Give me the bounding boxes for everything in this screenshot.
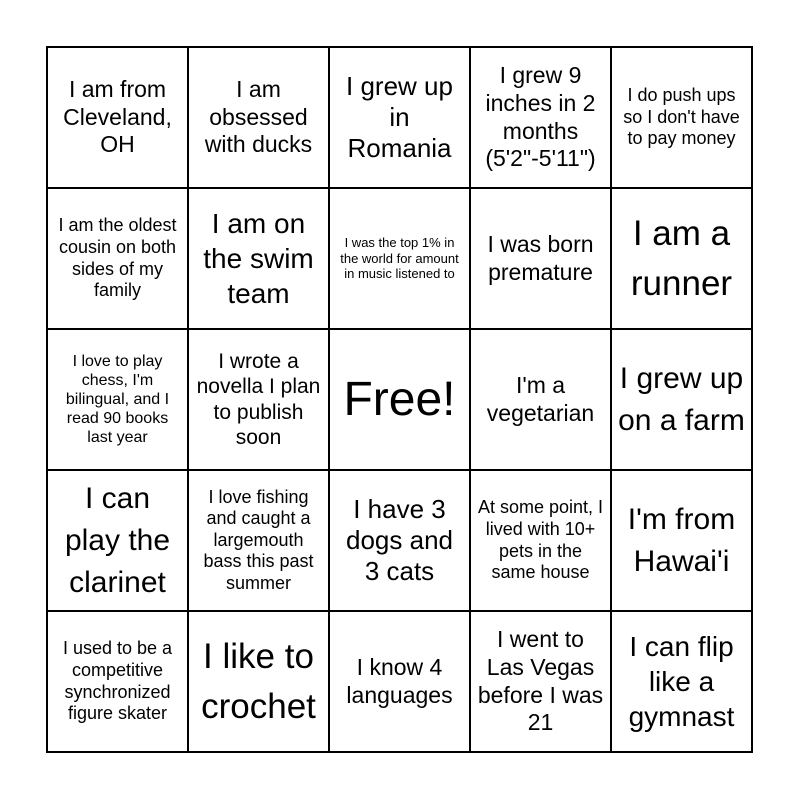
bingo-square[interactable]: I am the oldest cousin on both sides of my family	[47, 188, 188, 329]
bingo-square[interactable]: I'm from Hawai'i	[611, 470, 752, 611]
free-square[interactable]: Free!	[329, 329, 470, 470]
bingo-square[interactable]: I was born premature	[470, 188, 611, 329]
bingo-square[interactable]: I went to Las Vegas before I was 21	[470, 611, 611, 752]
bingo-square[interactable]: I was the top 1% in the world for amount in music listened to	[329, 188, 470, 329]
bingo-square[interactable]: I like to crochet	[188, 611, 329, 752]
bingo-square[interactable]: I am from Cleveland, OH	[47, 47, 188, 188]
bingo-square[interactable]: I love to play chess, I'm bilingual, and I read 90 books last year	[47, 329, 188, 470]
bingo-square[interactable]: I am on the swim team	[188, 188, 329, 329]
bingo-square[interactable]: I grew 9 inches in 2 months (5'2"-5'11")	[470, 47, 611, 188]
bingo-square[interactable]: I have 3 dogs and 3 cats	[329, 470, 470, 611]
bingo-square[interactable]: I used to be a competitive synchronized figure skater	[47, 611, 188, 752]
bingo-card	[46, 46, 753, 753]
bingo-square[interactable]: I wrote a novella I plan to publish soon	[188, 329, 329, 470]
bingo-square[interactable]: I know 4 languages	[329, 611, 470, 752]
bingo-square[interactable]: I can flip like a gymnast	[611, 611, 752, 752]
bingo-square[interactable]: I grew up in Romania	[329, 47, 470, 188]
bingo-square[interactable]: I do push ups so I don't have to pay money	[611, 47, 752, 188]
bingo-square[interactable]: I grew up on a farm	[611, 329, 752, 470]
bingo-square[interactable]: I can play the clarinet	[47, 470, 188, 611]
bingo-square[interactable]: I am obsessed with ducks	[188, 47, 329, 188]
bingo-square[interactable]: I love fishing and caught a largemouth bass this past summer	[188, 470, 329, 611]
bingo-square[interactable]: At some point, I lived with 10+ pets in the same house	[470, 470, 611, 611]
bingo-square[interactable]: I'm a vegetarian	[470, 329, 611, 470]
bingo-square[interactable]: I am a runner	[611, 188, 752, 329]
